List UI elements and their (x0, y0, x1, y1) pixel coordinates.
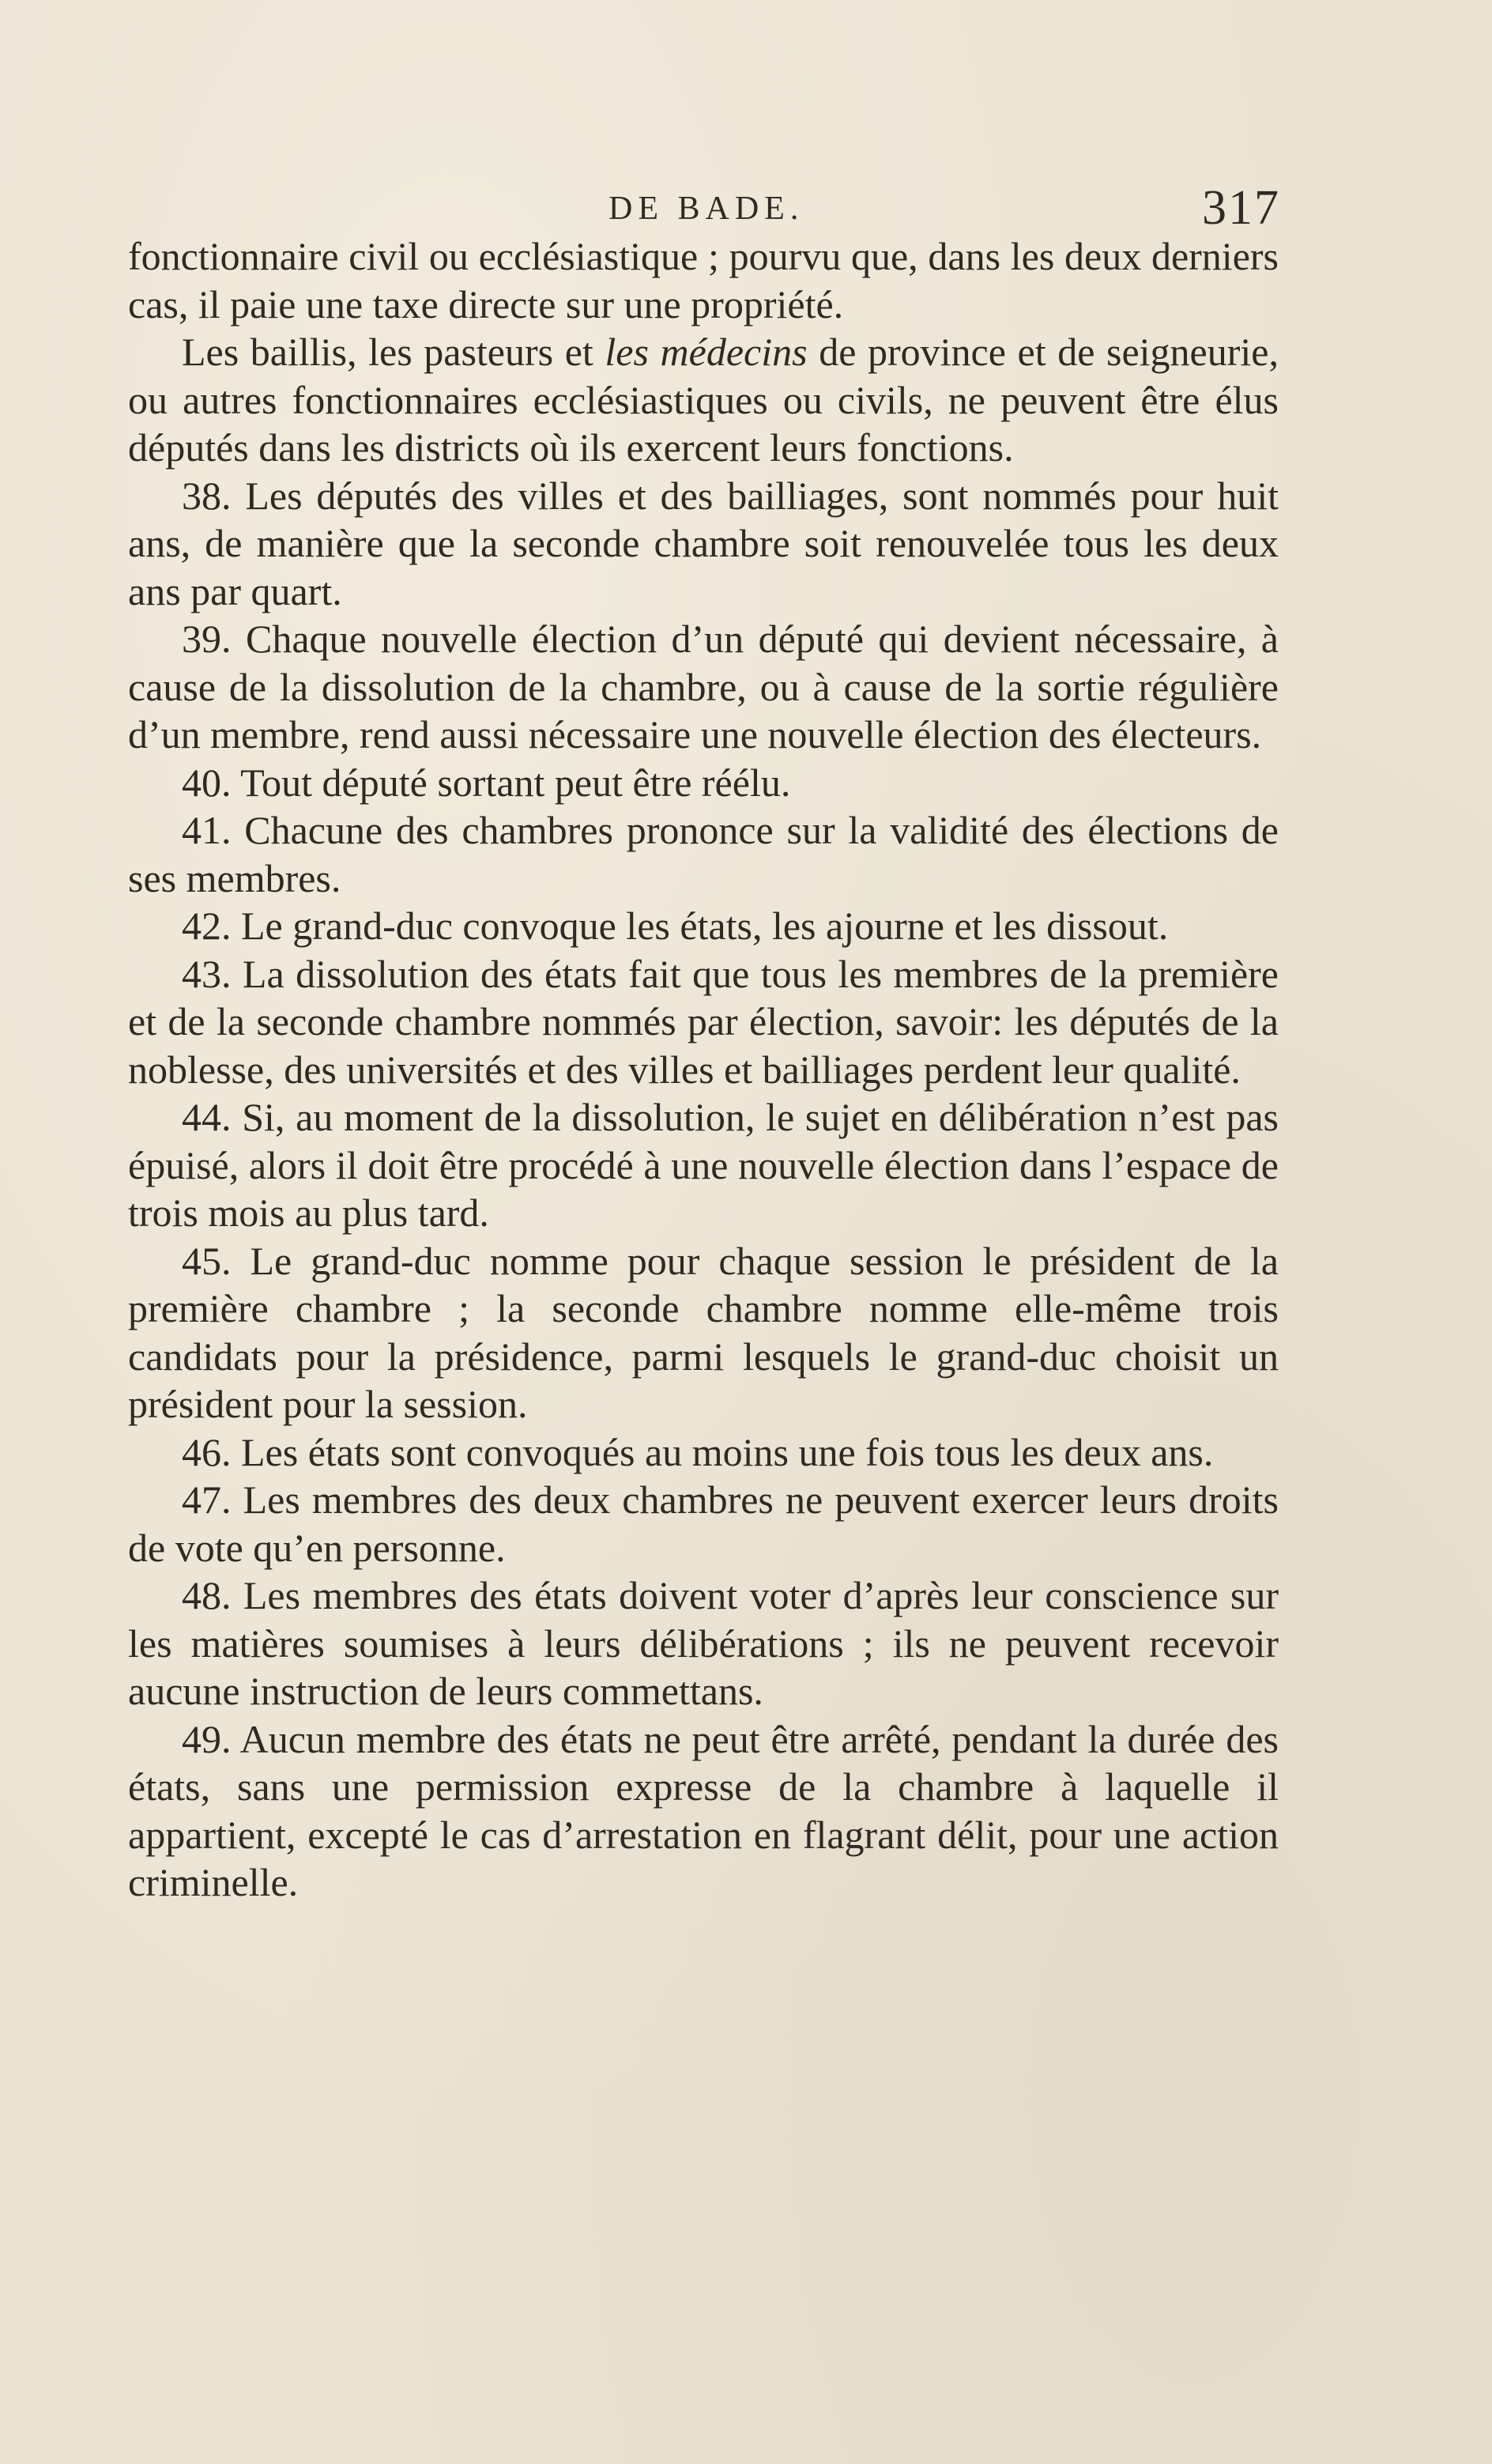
article-38 (128, 472, 1279, 616)
page-number: 317 (1202, 181, 1280, 235)
article-text: 40. Tout député sortant peut être réélu. (182, 760, 791, 805)
article-text: 48. Les membres des états doivent voter d’après leur conscience sur les matières soumises à leurs délibérations ; ils ne peuvent recevoir aucune instruction de leurs commettans. (128, 1573, 1279, 1713)
article-text: 43. La dissolution des états fait que tous les membres de la première et de la seconde chambre nommés par élection, savoir: les députés de la noblesse, des universités et des villes et bailliages perdent leur qualité. (128, 951, 1279, 1092)
article-40 (128, 759, 1279, 807)
article-text: 46. Les états sont convoqués au moins une fois tous les deux ans. (182, 1429, 1214, 1474)
running-head: DE BADE. (608, 191, 804, 227)
article-41 (128, 806, 1279, 902)
article-49 (128, 1715, 1279, 1907)
article-42 (128, 902, 1279, 950)
paragraph-text-after: de province et de seigneurie, ou autres fonctionnaires ecclésiastiques ou civils, ne peuvent être élus députés dans les districts où ils exercent leurs fonctions. (128, 330, 1279, 470)
article-text: 41. Chacune des chambres prononce sur la validité des élections de ses membres. (128, 808, 1279, 900)
article-47 (128, 1476, 1279, 1572)
article-48 (128, 1572, 1279, 1715)
article-text: 47. Les membres des deux chambres ne peuvent exercer leurs droits de vote qu’en personne. (128, 1477, 1279, 1570)
paragraph-continuation (128, 232, 1279, 328)
article-text: 45. Le grand-duc nomme pour chaque session le président de la première chambre ; la seconde chambre nomme elle-même trois candidats pour la présidence, parmi lesquels le grand-duc choisit un président pour la session. (128, 1238, 1279, 1426)
article-text: 49. Aucun membre des états ne peut être arrêté, pendant la durée des états, sans une permission expresse de la chambre à laquelle il appartient, excepté le cas d’arrestation en flagrant délit, pour une action criminelle. (128, 1716, 1279, 1904)
italic-phrase: les médecins (605, 330, 808, 374)
article-text: 44. Si, au moment de la dissolution, le sujet en délibération n’est pas épuisé, alors il doit être procédé à une nouvelle élection dans l’espace de trois mois au plus tard. (128, 1095, 1279, 1235)
page-header (126, 180, 1280, 236)
paragraph-text: fonctionnaire civil ou ecclésiastique ; pourvu que, dans les deux derniers cas, il paie une taxe directe sur une propriété. (128, 234, 1279, 326)
paragraph-bailiffs (128, 328, 1279, 472)
article-44 (128, 1093, 1279, 1237)
article-43 (128, 950, 1279, 1094)
paragraph-text-before: Les baillis, les pasteurs et (182, 330, 605, 374)
article-text: 39. Chaque nouvelle élection d’un député qui devient nécessaire, à cause de la dissolution de la chambre, ou à cause de la sortie régulière d’un membre, rend aussi nécessaire une nouvelle élection des électeurs. (128, 617, 1279, 757)
body-text (128, 232, 1279, 1907)
article-text: 38. Les députés des villes et des bailliages, sont nommés pour huit ans, de manière que la seconde chambre soit renouvelée tous les deux ans par quart. (128, 473, 1279, 613)
article-46 (128, 1428, 1279, 1477)
article-39 (128, 615, 1279, 759)
article-text: 42. Le grand-duc convoque les états, les ajourne et les dissout. (182, 904, 1169, 948)
article-45 (128, 1237, 1279, 1428)
